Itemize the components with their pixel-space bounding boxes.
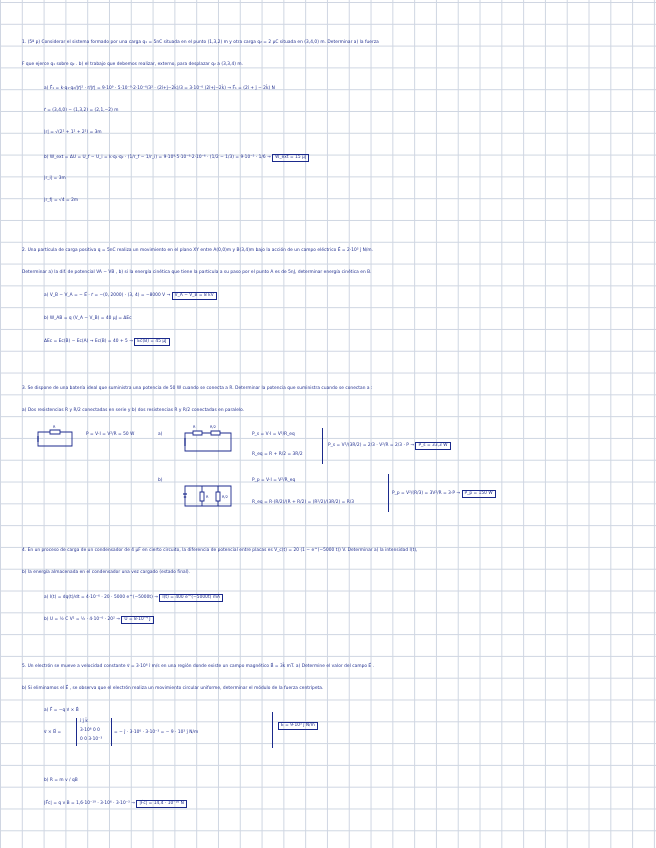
- p3-b-result-box: P_p = 150 W: [462, 490, 496, 498]
- p1-statement-line1: 1. (5ª p) Considerar el sistema formado por una carga q₁ = 5nC situada en el punto (1,3,2) m y otra carga q₂ = 2 μC situada en (3,4,0) m. Determinar a) la fuerza: [22, 40, 379, 45]
- p1-a-line2: r⃗ = (3,4,0) − (1,3,2) = (2,1,−2) m: [44, 108, 119, 113]
- p1-b-work-expression: b) W_ext = ΔU = U_f − U_i = k·q₁·q₂ · (1/r_f − 1/r_i) = 9·10⁹·5·10⁻⁹·2·10⁻⁶ · (1/2 − 1/3) = 9·10⁻⁵ · 1/6: [44, 155, 266, 160]
- p3-a-eq1: P_s = V·I = V²/R_eq: [252, 432, 295, 437]
- p3-b-result-line: [392, 490, 496, 498]
- p3-statement-line1: 3. Se dispone de una batería ideal que suministra una potencia de 50 W cuando se conecta a R. Determinar la potencia que suministra cuando se conectan a :: [22, 386, 373, 391]
- p2-statement-line1: 2. Una partícula de carga positiva q = 5nC realiza un movimiento en el plano XY entre A(0,0)m y B(3,4)m bajo la acción de un campo eléctrico E⃗ = 2·10³ ĵ N/m.: [22, 248, 374, 253]
- p2-a-expression: a) V_B − V_A = − E⃗ · r⃗ = −(0, 2000) · (3, 4) = −8000 V: [44, 293, 166, 298]
- p3-a-result-expression: P_s = V²/(3R/2) = 2/3 · V²/R = 2/3 · P →: [328, 443, 415, 448]
- series-circuit-figure: [183, 428, 235, 454]
- p3-b-eq2: R_eq = R·(R/2)/(R + R/2) = (R²/2)/(3R/2) = R/3: [252, 500, 355, 505]
- p3-b-brace: [388, 474, 389, 512]
- p2-b-result-box: Ec(B) = 45 μJ: [134, 338, 169, 346]
- p5-a-line1: a) F⃗ = −q v⃗ × B⃗: [44, 708, 79, 713]
- p4-a-result-box: I(t) = 400 e^(−5000t) mA: [159, 594, 223, 602]
- p4-statement-line1: 4. En un proceso de carga de un condensador de 4 μF en cierto circuito, la diferencia de potencial entre placas es V_c(t) = 20 (1 − e^(−5000 t)) V. Determinar a) la intensidad I(t),: [22, 548, 418, 553]
- p2-b-line1: b) W_AB = q (V_A − V_B) = 40 μJ = ΔEc: [44, 316, 132, 321]
- p5-b-expression: |F⃗c| = q v B = 1,6·10⁻¹⁹ · 3·10⁶ · 3·10⁻³ →: [44, 801, 135, 806]
- p5-b-result-box: |F⃗c| = 14,4 · 10⁻¹⁶ N: [136, 800, 187, 808]
- p1-b-result-box: W_ext = 15 μJ: [272, 154, 309, 162]
- p3-statement-line2: a) Dos resistencias R y R/2 conectadas en serie y b) dos resistencias R y R/2 conectadas en paralelo.: [22, 408, 245, 413]
- p4-b-expression: b) U = ½ C V² = ½ · 4·10⁻⁶ · 20² →: [44, 617, 120, 622]
- p5-b-line2: [44, 800, 187, 808]
- p1-b-line3: |r_f| = √4 = 2m: [44, 198, 79, 203]
- p3-a-brace: [322, 428, 323, 464]
- p1-a-line1: a) F⃗₁ = k·q₁·q₂/|r⃗|² · r⃗/|r⃗| = 9·10⁹ · 5·10⁻⁹·2·10⁻⁶/3² · (2î+ĵ−2k̂)/3 = 3·10⁻⁶ (2î+ĵ−2k̂) → F⃗₁ = (2î + ĵ − 2k̂) N: [44, 86, 275, 91]
- p2-statement-line2: Determinar a) la dif. de potencial VA − VB , b) si la energía cinética que tiene la partícula a su paso por el punto A es de 5nJ, determinar energía cinética en B.: [22, 270, 372, 275]
- p3-b-result-expression: P_p = V²/(R/3) = 3V²/R = 3·P →: [392, 491, 461, 496]
- p4-statement-line2: b) la energía almacenada en el condensador una vez cargado (estado final).: [22, 570, 191, 575]
- series-circuit-label-r2: R/2: [210, 425, 217, 429]
- p3-a-result-line: [328, 442, 451, 450]
- p1-b-line1: b) W_ext = ΔU = U_f − U_i = k·q₁·q₂ · (1/r_f − 1/r_i) = 9·10⁹·5·10⁻⁹·2·10⁻⁶ · (1/2 − 1/3) = 9·10⁻⁵ · 1/6 → W_ext = 15 μJ: [44, 154, 309, 162]
- p5-statement-line2: b) Si eliminamos el E⃗ , se observa que el electrón realiza un movimiento circular uniforme, determinar el módulo de la fuerza centrípeta.: [22, 686, 324, 691]
- p5-b-line1: b) R = m v / qB: [44, 778, 78, 783]
- p5-a-brace: [272, 712, 273, 748]
- p4-b-result-box: U = 8·10⁻⁴ J: [121, 616, 153, 624]
- p2-b-expression: ΔEc = Ec(B) − Ec(A) → Ec(B) = 40 + 5 →: [44, 339, 133, 344]
- p4-a-line: [44, 594, 223, 602]
- p1-a-line3: |r| = √(2² + 1² + 2²) = 3m: [44, 130, 102, 135]
- p5-a-result-line: [278, 722, 318, 730]
- p5-a-rest: = − ĵ · 3·10⁶ · 3·10⁻³ = − 9 · 10³ ĵ N/m: [114, 730, 199, 735]
- p3-a-result-box: P_s = 33,3 W: [415, 442, 450, 450]
- p2-b-line2: [44, 338, 170, 346]
- p5-a-v-cross-b: v⃗ × B⃗ =: [44, 730, 62, 735]
- p5-matrix-row2: 3·10⁶ 0 0: [80, 728, 100, 733]
- p3-a-label: a): [158, 432, 163, 437]
- p3-b-label: b): [158, 478, 163, 483]
- p5-a-result-box: E⃗ = 9·10³ ĵ N/m: [278, 722, 318, 730]
- p2-a-line: a) V_B − V_A = − E⃗ · r⃗ = −(0, 2000) · (3, 4) = −8000 V → V_A − V_B = 8 kV: [44, 292, 217, 300]
- base-circuit-figure: [36, 428, 76, 450]
- p5-statement-line1: 5. Un electrón se mueve a velocidad constante v⃗ = 3·10⁶ î m/s en una región donde existe un campo magnético B⃗ = 3k̂ mT. a) Determine el valor del campo E⃗ .: [22, 664, 375, 669]
- p1-statement-line2: F que ejerce q₁ sobre q₂ . b) el trabajo que debemos realizar, externo, para desplazar q₂ a (3,3,4) m.: [22, 62, 244, 67]
- parallel-circuit-label-r: R: [206, 495, 209, 499]
- p3-b-eq1: P_p = V·I = V²/R_eq: [252, 478, 296, 483]
- p3-a-eq2: R_eq = R + R/2 = 3R/2: [252, 452, 303, 457]
- p4-b-line: [44, 616, 154, 624]
- p5-determinant: [76, 718, 112, 746]
- base-circuit-label-r: R: [53, 425, 56, 429]
- p1-b-line2: |r_i| = 3m: [44, 176, 66, 181]
- parallel-circuit-label-r2: R/2: [222, 495, 229, 499]
- p2-a-result-box: V_A − V_B = 8 kV: [172, 292, 217, 300]
- p5-matrix-row3: 0 0 3·10⁻³: [80, 737, 103, 742]
- p3-base-equation: P = V·I = V²/R = 50 W: [86, 432, 135, 437]
- p4-a-expression: a) I(t) = dq(t)/dt = 4·10⁻⁶ · 20 · 5000 e^(−5000t) →: [44, 595, 158, 600]
- p5-matrix-row1: î ĵ k̂: [80, 719, 88, 724]
- series-circuit-label-r: R: [193, 425, 196, 429]
